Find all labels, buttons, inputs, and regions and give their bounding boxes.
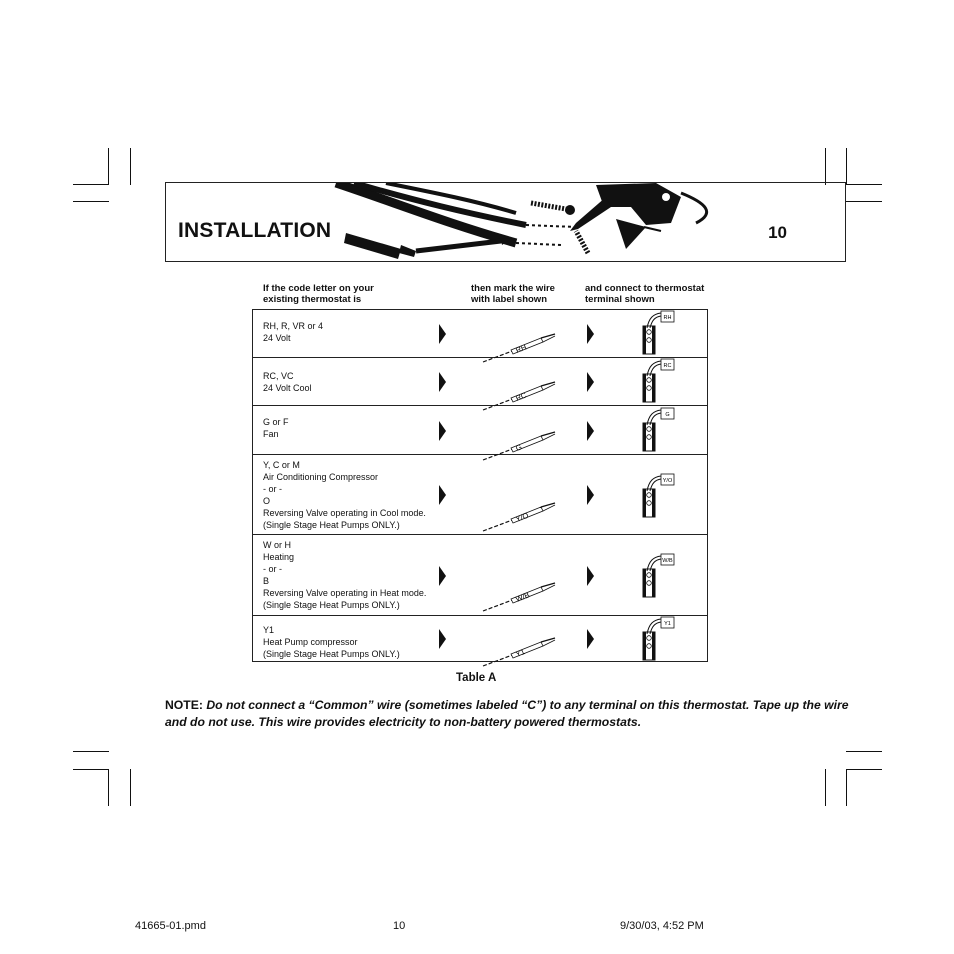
cell-line: Heating xyxy=(263,552,295,562)
terminal-label: Y1 xyxy=(664,621,671,627)
wire-tag-label: Y/O xyxy=(514,510,530,524)
terminal-label: G xyxy=(665,412,670,418)
table-row xyxy=(253,535,707,616)
cell-line: (Single Stage Heat Pumps ONLY.) xyxy=(263,520,400,530)
terminal-block-icon xyxy=(641,407,675,453)
terminal-block-icon xyxy=(641,358,675,404)
code-letter-cell xyxy=(263,416,289,440)
terminal-block-icon xyxy=(641,310,675,356)
column-header-line: then mark the wire xyxy=(471,283,555,294)
cell-line: Reversing Valve operating in Cool mode. xyxy=(263,508,426,518)
terminal-label: Y/O xyxy=(662,478,673,484)
cell-line: 24 Volt xyxy=(263,333,291,343)
wire-tag-label: Y1 xyxy=(514,647,527,659)
cell-line: G or F xyxy=(263,417,289,427)
column-header-line: and connect to thermostat xyxy=(585,283,705,294)
table-row xyxy=(253,406,707,455)
note-paragraph xyxy=(165,697,865,731)
cell-line: Y, C or M xyxy=(263,460,300,470)
terminal-block-icon xyxy=(641,553,675,599)
terminal-block-icon xyxy=(641,473,675,519)
arrow-right-icon xyxy=(587,372,594,392)
footer-timestamp: 9/30/03, 4:52 PM xyxy=(620,920,704,932)
terminal-label: RH xyxy=(663,315,672,321)
cell-line: Y1 xyxy=(263,625,275,635)
footer-page: 10 xyxy=(393,920,406,932)
code-letter-cell xyxy=(263,624,400,660)
column-header-wire-label xyxy=(471,283,555,305)
arrow-right-icon xyxy=(587,629,594,649)
wire-tag-icon xyxy=(481,565,559,613)
tools-illustration xyxy=(326,183,746,262)
column-header-code-letter xyxy=(263,283,374,305)
wire-tag-icon xyxy=(481,620,559,668)
code-letter-cell xyxy=(263,539,426,611)
column-header-line: with label shown xyxy=(471,294,548,305)
wiring-table xyxy=(252,309,708,662)
cell-line: Fan xyxy=(263,429,279,439)
wire-tag-label: W/B xyxy=(514,590,531,604)
arrow-right-icon xyxy=(587,485,594,505)
cell-line: Reversing Valve operating in Heat mode. xyxy=(263,588,427,598)
column-header-line: existing thermostat is xyxy=(263,294,362,305)
table-row xyxy=(253,616,707,662)
cell-line: 24 Volt Cool xyxy=(263,383,312,393)
code-letter-cell xyxy=(263,370,312,394)
table-row xyxy=(253,310,707,358)
cell-line: - or - xyxy=(263,564,282,574)
code-letter-cell xyxy=(263,459,426,531)
cell-line: (Single Stage Heat Pumps ONLY.) xyxy=(263,600,400,610)
arrow-right-icon xyxy=(439,629,446,649)
terminal-label: W/B xyxy=(662,558,673,564)
cell-line: Air Conditioning Compressor xyxy=(263,472,379,482)
table-row xyxy=(253,358,707,406)
cell-line: (Single Stage Heat Pumps ONLY.) xyxy=(263,649,400,659)
section-header xyxy=(165,182,846,262)
cell-line: RH, R, VR or 4 xyxy=(263,321,324,331)
section-title: INSTALLATION xyxy=(178,219,332,242)
note-text: Do not connect a “Common” wire (sometimes labeled “C”) to any terminal on this thermostat. Tape up the wire and do not use. This wire provides electricity to non-battery powered thermostats. xyxy=(165,698,849,729)
arrow-right-icon xyxy=(439,485,446,505)
wire-icon xyxy=(336,183,576,245)
arrow-right-icon xyxy=(439,421,446,441)
arrow-right-icon xyxy=(439,324,446,344)
arrow-right-icon xyxy=(439,566,446,586)
cell-line: W or H xyxy=(263,540,291,550)
table-caption: Table A xyxy=(456,672,497,684)
column-header-terminal xyxy=(585,283,704,305)
arrow-right-icon xyxy=(587,421,594,441)
wire-tag-icon xyxy=(481,316,559,364)
arrow-right-icon xyxy=(587,324,594,344)
terminal-label: RC xyxy=(663,363,672,369)
cell-line: RC, VC xyxy=(263,371,294,381)
soldering-gun-icon xyxy=(570,183,707,231)
code-letter-cell xyxy=(263,320,323,344)
arrow-right-icon xyxy=(587,566,594,586)
cell-line: Heat Pump compressor xyxy=(263,637,358,647)
wire-tag-label: RH xyxy=(514,342,528,355)
footer-file: 41665-01.pmd xyxy=(135,920,206,932)
wire-tag-label: RC xyxy=(514,390,528,403)
table-row xyxy=(253,455,707,535)
terminal-block-icon xyxy=(641,616,675,662)
wire-tag-icon xyxy=(481,485,559,533)
column-header-line: terminal shown xyxy=(585,294,655,305)
wire-tag-icon xyxy=(481,364,559,412)
cell-line: O xyxy=(263,496,271,506)
wire-tag-label: G xyxy=(514,442,524,453)
arrow-right-icon xyxy=(439,372,446,392)
cell-line: B xyxy=(263,576,270,586)
cell-line: - or - xyxy=(263,484,282,494)
column-header-line: If the code letter on your xyxy=(263,283,374,294)
page-number: 10 xyxy=(768,223,787,242)
note-prefix: NOTE: xyxy=(165,698,203,712)
